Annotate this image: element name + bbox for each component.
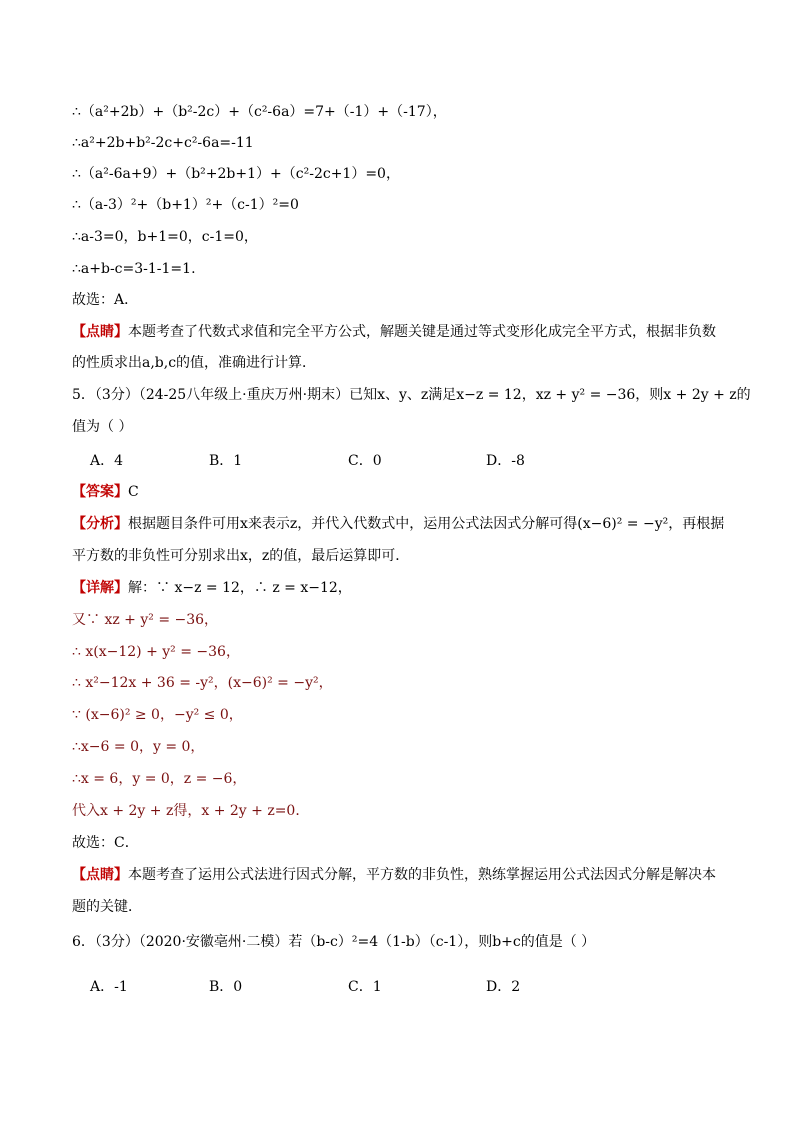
q6-stem: 6．（3分）（2020·安徽亳州·二模）若（b-c）²=4（1-b）（c-1），则b+c的值是（ ）: [72, 934, 596, 950]
comment-text: 本题考查了代数式求值和完全平方公式，解题关键是通过等式变形化成完全平方式，根据非负数: [128, 324, 716, 340]
analysis-tag: 【分析】: [72, 516, 128, 532]
q5-stem-line-1: 5．（3分）（24-25八年级上·重庆万州·期末）已知x、y、z满足x−z = 12，xz + y² = −36，则x + 2y + z的: [72, 387, 751, 403]
q5-detail-line-6: ∴x−6 = 0，y = 0，: [72, 739, 205, 755]
q5-detail-line-5: ∵ (x−6)² ≥ 0，−y² ≤ 0，: [72, 707, 243, 723]
comment-tag: 【点睛】: [72, 324, 128, 340]
q5-detail-line-4: ∴ x²−12x + 36 = -y²，(x−6)² = −y²，: [72, 675, 333, 691]
q5-analysis-line-1: [72, 514, 724, 534]
q5-option-c: C．0: [348, 453, 382, 469]
solution-line-6: ∴a+b-c=3-1-1=1.: [72, 261, 196, 277]
q5-stem-line-2: 值为（ ）: [72, 419, 133, 435]
solution-line-5: ∴a-3=0，b+1=0，c-1=0，: [72, 229, 258, 245]
answer-tag: 【答案】: [72, 484, 128, 500]
q5-choice: 故选：C．: [72, 835, 139, 851]
q5-detail-line-1: [72, 578, 352, 598]
solution-line-3: ∴（a²-6a+9）+（b²+2b+1）+（c²-2c+1）=0，: [72, 166, 400, 182]
q5-comment-line-2: 题的关键．: [72, 899, 142, 915]
q5-analysis-line-2: 平方数的非负性可分别求出x，z的值，最后运算即可．: [72, 548, 410, 564]
solution-line-2: ∴a²+2b+b²-2c+c²-6a=-11: [72, 135, 254, 151]
solution-line-1: ∴（a²+2b）+（b²-2c）+（c²-6a）=7+（-1）+（-17），: [72, 104, 447, 120]
q5-detail-line-3: ∴ x(x−12) + y² = −36，: [72, 644, 240, 660]
q5-detail-line-2: 又∵ xz + y² = −36，: [72, 612, 219, 628]
q6-option-c: C．1: [348, 979, 382, 995]
q5-options: [90, 450, 730, 470]
detail-tag: 【详解】: [72, 580, 128, 596]
choice-4: 故选：A．: [72, 292, 139, 308]
q6-option-a: A．-1: [90, 979, 128, 995]
q5-detail-line-7: ∴x = 6，y = 0，z = −6，: [72, 771, 247, 787]
comment-text: 本题考查了运用公式法进行因式分解，平方数的非负性，熟练掌握运用公式法因式分解是解决本: [128, 867, 716, 883]
analysis-text: 根据题目条件可用x来表示z，并代入代数式中，运用公式法因式分解可得(x−6)² = −y²，再根据: [128, 516, 725, 532]
q5-answer: [72, 482, 139, 502]
detail-text: 解：∵ x−z = 12，∴ z = x−12，: [128, 580, 352, 596]
q6-option-d: D．2: [486, 979, 521, 995]
q5-option-b: B．1: [209, 453, 243, 469]
q5-option-a: A．4: [90, 453, 124, 469]
comment-4-line-1: [72, 322, 716, 342]
solution-line-4: ∴（a-3）²+（b+1）²+（c-1）²=0: [72, 197, 299, 213]
q6-option-b: B．0: [209, 979, 243, 995]
q5-comment-line-1: [72, 865, 716, 885]
comment-tag: 【点睛】: [72, 867, 128, 883]
answer-value: C: [128, 484, 139, 500]
q5-option-d: D．-8: [486, 453, 525, 469]
comment-4-line-2: 的性质求出a,b,c的值，准确进行计算．: [72, 355, 317, 371]
q6-options: [90, 976, 730, 996]
q5-detail-line-8: 代入x + 2y + z得，x + 2y + z=0．: [72, 803, 310, 819]
